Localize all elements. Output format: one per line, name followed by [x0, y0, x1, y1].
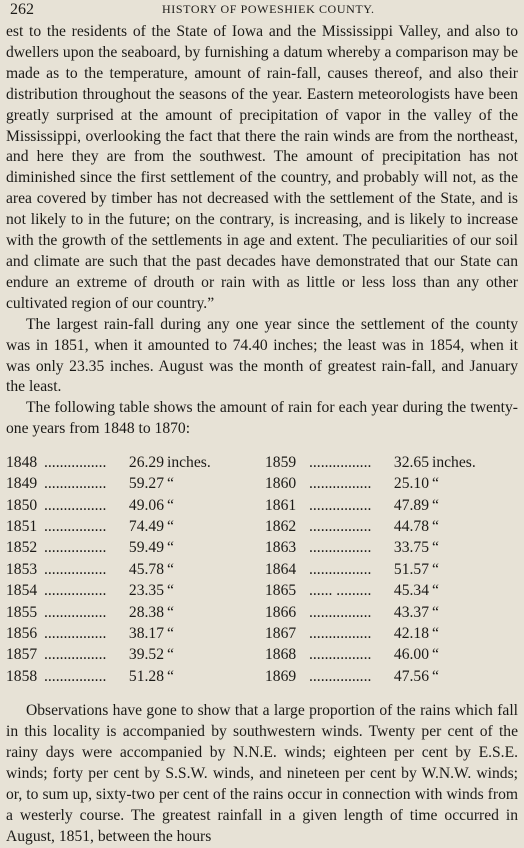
unit-cell: inches.: [432, 453, 476, 471]
value-cell: 39.52: [128, 646, 164, 664]
table-row: [6, 538, 484, 559]
value-cell: 47.56: [393, 667, 429, 685]
year-cell: 1855: [6, 603, 38, 621]
leader-dots: ................: [44, 539, 107, 557]
unit-cell: “: [167, 582, 174, 600]
value-cell: 49.06: [128, 496, 164, 514]
year-cell: 1866: [265, 603, 297, 621]
running-title: HISTORY OF POWESHIEK COUNTY.: [162, 2, 375, 16]
leader-dots: ................: [309, 603, 372, 621]
year-cell: 1848: [6, 453, 38, 471]
table-row: [6, 516, 484, 537]
paragraph-continued: est to the residents of the State of Iowa and the Mississippi Valley, and also to dwellers upon the seaboard, by furnishing a datum whereby a comparison may be made as to the temperature, amount of rain-fall, causes thereof, and also their distribution throughout the seasons of the year. Eastern meteorologists have been greatly surprised at the amount of precipitation of vapor in the valley of the Mississippi, overlooking the fact that there the rain winds are from the northeast, and here they are from the southwest. The amount of precipitation has not diminished since the first settlement of the country, and probably will not, as the area covered by timber has not decreased with the settlement of the State, and is not likely to in the future; on the contrary, is increasing, and is likely to increase with the growth of the settlements in age and extent. The peculiarities of our soil and climate are such that the past decades have demonstrated that our State can endure an extreme of drouth or rain with as little or less loss than any other cultivated region of our country.”: [6, 23, 518, 312]
unit-cell: “: [167, 539, 174, 557]
leader-dots: ................: [44, 582, 107, 600]
value-cell: 46.00: [393, 646, 429, 664]
year-cell: 1856: [6, 624, 38, 642]
unit-cell: “: [167, 667, 174, 685]
leader-dots: ................: [44, 475, 107, 493]
value-cell: 47.89: [393, 496, 429, 514]
value-cell: 59.27: [128, 475, 164, 493]
value-cell: 38.17: [128, 624, 164, 642]
leader-dots: ................: [44, 560, 107, 578]
year-cell: 1858: [6, 667, 38, 685]
leader-dots: ................: [44, 496, 107, 514]
year-cell: 1869: [265, 667, 297, 685]
unit-cell: “: [432, 560, 439, 578]
body-text: [6, 22, 518, 440]
leader-dots: ................: [44, 646, 107, 664]
value-cell: 25.10: [393, 475, 429, 493]
table-row: [6, 666, 484, 687]
year-cell: 1849: [6, 475, 38, 493]
value-cell: 23.35: [128, 582, 164, 600]
leader-dots: ................: [309, 517, 372, 535]
unit-cell: “: [432, 624, 439, 642]
table-row: [6, 452, 484, 473]
table-row: [6, 580, 484, 601]
unit-cell: “: [432, 539, 439, 557]
paragraph-observations: Observations have gone to show that a large proportion of the rains which fall in this locality is accompanied by southwestern winds. Twenty per cent of the rainy days were accompanied by N.N.E. winds; eighteen per cent by E.S.E. winds; forty per cent by S.S.W. winds, and nineteen per cent by W.N.W. winds; or, to sum up, sixty-two per cent of the rains occur in connection with winds from a westerly course. The greatest rainfall in a given length of time occurred in August, 1851, between the hours: [6, 702, 518, 845]
year-cell: 1857: [6, 646, 38, 664]
value-cell: 44.78: [393, 517, 429, 535]
value-cell: 28.38: [128, 603, 164, 621]
unit-cell: “: [432, 496, 439, 514]
year-cell: 1861: [265, 496, 297, 514]
value-cell: 45.78: [128, 560, 164, 578]
table-row: [6, 474, 484, 495]
unit-cell: “: [432, 475, 439, 493]
unit-cell: “: [432, 667, 439, 685]
unit-cell: “: [167, 517, 174, 535]
table-row: [6, 623, 484, 644]
value-cell: 43.37: [393, 603, 429, 621]
unit-cell: “: [167, 496, 174, 514]
value-cell: 51.57: [393, 560, 429, 578]
year-cell: 1854: [6, 582, 38, 600]
body-text-bottom: [6, 701, 518, 847]
year-cell: 1850: [6, 496, 38, 514]
table-row: [6, 559, 484, 580]
year-cell: 1852: [6, 539, 38, 557]
page-number: 262: [10, 1, 34, 18]
table-row: [6, 495, 484, 516]
unit-cell: “: [432, 582, 439, 600]
unit-cell: “: [432, 603, 439, 621]
value-cell: 33.75: [393, 539, 429, 557]
leader-dots: ................: [44, 453, 107, 471]
year-cell: 1851: [6, 517, 38, 535]
leader-dots: ................: [44, 603, 107, 621]
paragraph-table-intro: The following table shows the amount of rain for each year during the twenty-one years from 1848 to 1870:: [6, 399, 518, 438]
year-cell: 1863: [265, 539, 297, 557]
year-cell: 1864: [265, 560, 297, 578]
leader-dots: ................: [309, 667, 372, 685]
leader-dots: ................: [309, 475, 372, 493]
year-cell: 1853: [6, 560, 38, 578]
leader-dots: ................: [309, 539, 372, 557]
leader-dots: ................: [44, 517, 107, 535]
leader-dots: ................: [44, 667, 107, 685]
unit-cell: “: [167, 624, 174, 642]
unit-cell: “: [167, 603, 174, 621]
year-cell: 1865: [265, 582, 297, 600]
value-cell: 32.65: [393, 453, 429, 471]
table-row: [6, 645, 484, 666]
year-cell: 1867: [265, 624, 297, 642]
value-cell: 26.29: [128, 453, 164, 471]
rainfall-table: [6, 452, 484, 687]
unit-cell: “: [432, 646, 439, 664]
leader-dots: ................: [309, 496, 372, 514]
leader-dots: ................: [309, 646, 372, 664]
paragraph-largest-rainfall: The largest rain-fall during any one year since the settlement of the county was in 1851, when it amounted to 74.40 inches; the least was in 1854, when it was only 23.35 inches. August was the month of greatest rain-fall, and January the least.: [6, 315, 518, 396]
value-cell: 45.34: [393, 582, 429, 600]
leader-dots: ...... .........: [309, 582, 372, 600]
page-header: [6, 0, 518, 22]
unit-cell: inches.: [167, 453, 211, 471]
value-cell: 42.18: [393, 624, 429, 642]
unit-cell: “: [167, 646, 174, 664]
unit-cell: “: [167, 475, 174, 493]
unit-cell: “: [432, 517, 439, 535]
year-cell: 1860: [265, 475, 297, 493]
value-cell: 74.49: [128, 517, 164, 535]
value-cell: 51.28: [128, 667, 164, 685]
leader-dots: ................: [309, 624, 372, 642]
unit-cell: “: [167, 560, 174, 578]
leader-dots: ................: [309, 560, 372, 578]
leader-dots: ................: [309, 453, 372, 471]
value-cell: 59.49: [128, 539, 164, 557]
year-cell: 1868: [265, 646, 297, 664]
year-cell: 1862: [265, 517, 297, 535]
table-row: [6, 602, 484, 623]
leader-dots: ................: [44, 624, 107, 642]
year-cell: 1859: [265, 453, 297, 471]
